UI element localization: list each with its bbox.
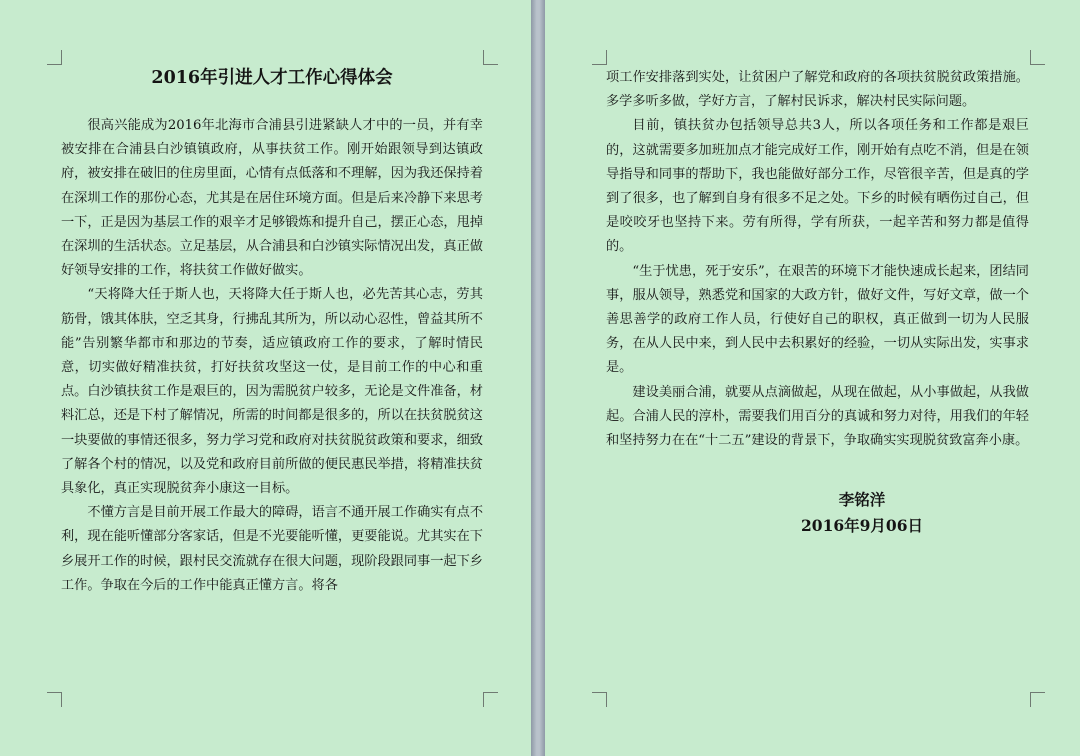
signature-block: [606, 487, 1029, 539]
signature-date: 2016年9月06日: [801, 516, 923, 536]
paragraph: 建设美丽合浦，就要从点滴做起，从现在做起，从小事做起，从我做起。合浦人民的淳朴，需要我们用百分的真诚和努力对待，用我们的年轻和坚持努力在在“十二五”建设的背景下，争取确实实现脱贫致富奔小康。: [606, 384, 1029, 449]
margin-marker-top-left: [592, 50, 607, 65]
signature-name: 李铭洋: [838, 490, 886, 510]
paragraph: 不懂方言是目前开展工作最大的障碍，语言不通开展工作确实有点不利，现在能听懂部分客家话，但是不光要能听懂，更要能说。尤其实在下乡展开工作的时候，跟村民交流就存在很大问题，现阶段跟同事一起下乡工作。争取在今后的工作中能真正懂方言。将各: [61, 505, 484, 593]
paragraph: 很高兴能成为2016年北海市合浦县引进紧缺人才中的一员，并有幸被安排在合浦县白沙镇镇政府，从事扶贫工作。刚开始跟领导到达镇政府，被安排在破旧的住房里面，心情有点低落和不理解，因为我还保持着在深圳工作的那份心态，尤其是在居住环境方面。但是后来冷静下来思考一下，正是因为基层工作的艰辛才足够锻炼和提升自己，摆正心态，甩掉在深圳的生活状态。立足基层，从合浦县和白沙镇实际情况出发，真正做好领导安排的工作，将扶贫工作做好做实。: [61, 118, 483, 279]
margin-marker-bottom-left: [47, 692, 62, 707]
margin-marker-bottom-left: [592, 692, 607, 707]
paragraph: 目前，镇扶贫办包括领导总共3人，所以各项任务和工作都是艰巨的，这就需要多加班加点才能完成好工作，刚开始有点吃不消，但是在领导指导和同事的帮助下，我也能做好部分工作，尽管很辛苦，但是真的学到了很多，也了解到自身有很多不足之处。下乡的时候有晒伤过自己，但是咬咬牙也坚持下来。劳有所得，学有所获，一起辛苦和努力都是值得的。: [606, 118, 1029, 255]
document-page-right: [545, 0, 1080, 756]
paragraph: “天将降大任于斯人也，天将降大任于斯人也，必先苦其心志，劳其筋骨，饿其体肤，空乏其身，行拂乱其所为，所以动心忍性，曾益其所不能”告别繁华都市和那边的节奏，适应镇政府工作的要求，了解时情民意，切实做好精准扶贫，打好扶贫攻坚这一仗，是目前工作的中心和重点。白沙镇扶贫工作是艰巨的，因为需脱贫户较多，无论是文件准备，材料汇总，还是下村了解情况，所需的时间都是很多的，所以在扶贫脱贫这一块要做的事情还很多，努力学习党和政府对扶贫脱贫政策和要求，细致了解各个村的情况，以及党和政府目前所做的便民惠民举措，将精准扶贫具象化，真正实现脱贫奔小康这一目标。: [61, 287, 483, 497]
paragraph-continuation: 项工作安排落到实处，让贫困户了解党和政府的各项扶贫脱贫政策措施。多学多听多做，学好方言，了解村民诉求，解决村民实际问题。: [606, 70, 1029, 110]
document-page-left: [0, 0, 531, 756]
margin-marker-bottom-right: [1030, 692, 1045, 707]
document-title: 2016年引进人才工作心得体会: [151, 68, 393, 88]
margin-marker-top-left: [47, 50, 62, 65]
page-gutter: [531, 0, 545, 756]
paragraph: “生于忧患，死于安乐”，在艰苦的环境下才能快速成长起来，团结同事，服从领导，熟悉党和国家的大政方针，做好文件，写好文章，做一个善思善学的政府工作人员，行使好自己的职权，真正做到一切为人民服务，在从人民中来，到人民中去积累好的经验，一切从实际出发，实事求是。: [606, 263, 1029, 376]
page-text-area[interactable]: [606, 66, 1029, 539]
margin-marker-top-right: [483, 50, 498, 65]
margin-marker-top-right: [1030, 50, 1045, 65]
margin-marker-bottom-right: [483, 692, 498, 707]
page-text-area[interactable]: [61, 60, 483, 598]
